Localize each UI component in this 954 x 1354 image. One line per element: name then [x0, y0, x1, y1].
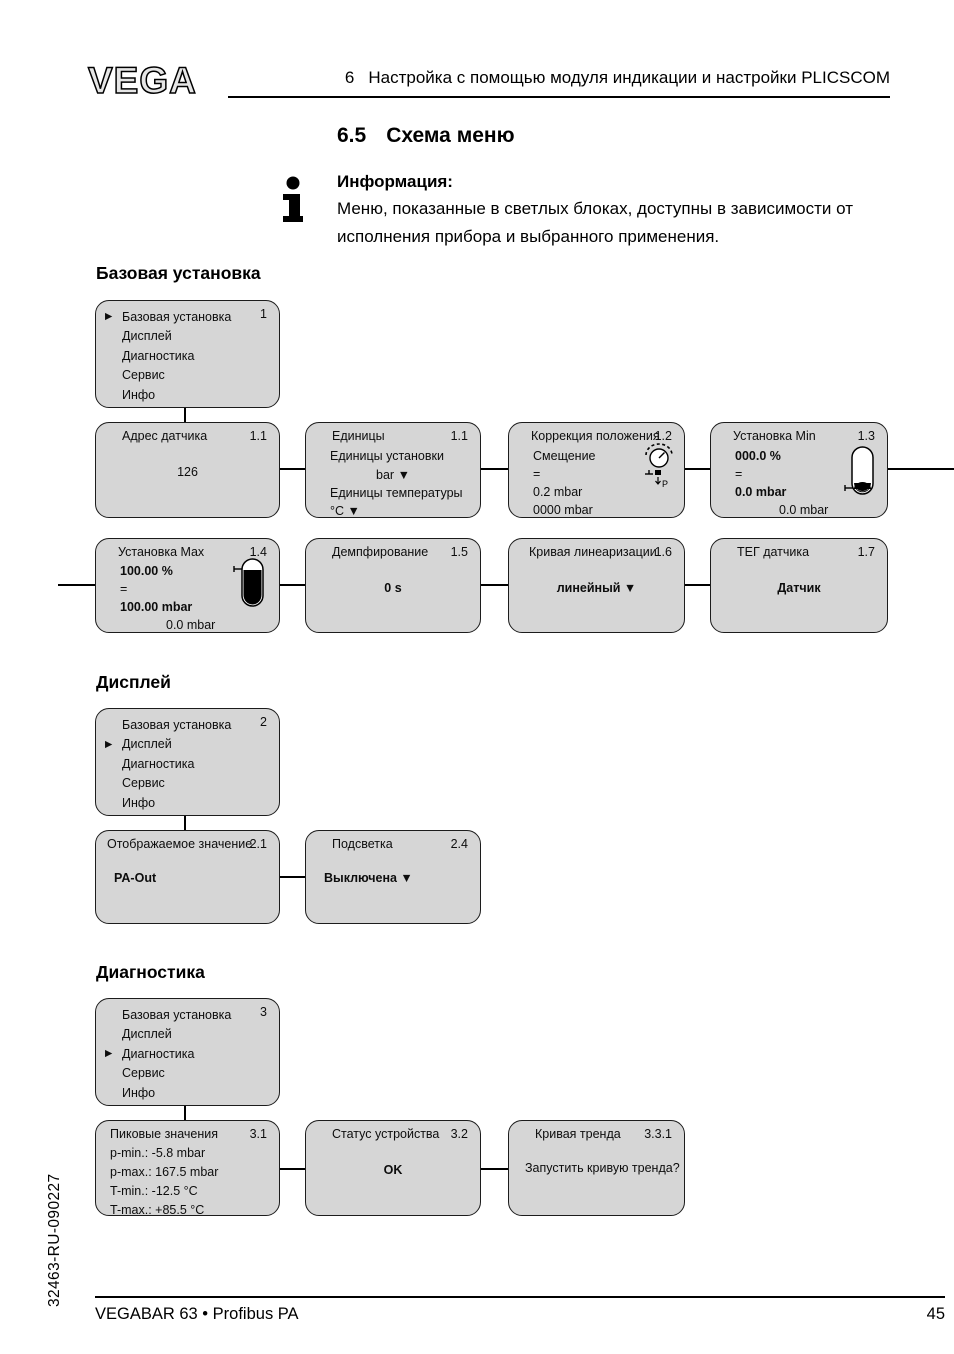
param-line: =: [533, 467, 541, 481]
menu-item-row: [96, 793, 279, 813]
param-subvalue: 0.0 mbar: [166, 618, 216, 632]
title-text: Схема меню: [386, 124, 515, 147]
param-value: 100.00 mbar: [120, 600, 193, 614]
param-name: ТЕГ датчика: [737, 545, 810, 559]
document-code: 32463-RU-090227: [46, 1173, 63, 1307]
param-number: 1.7: [857, 545, 875, 559]
footer-product: VEGABAR 63 • Profibus PA: [95, 1305, 299, 1323]
menu-item-label: Инфо: [122, 387, 156, 402]
section-heading-diagnostics: Диагностика: [96, 962, 205, 982]
param-name: Кривая линеаризации: [529, 545, 657, 559]
param-number: 1.5: [450, 545, 468, 559]
param-box-address: [95, 422, 280, 518]
menu-list: [96, 307, 279, 405]
param-name: Пиковые значения: [110, 1127, 219, 1141]
param-name: Единицы: [332, 429, 385, 443]
footer-rule: [95, 1296, 945, 1298]
pointer-icon: ▶: [105, 311, 113, 322]
vega-logo: [84, 58, 218, 102]
param-value: 126: [177, 465, 198, 479]
connector: [280, 584, 305, 586]
param-box-peaks: [95, 1120, 280, 1216]
param-percent: 100.00 %: [120, 564, 173, 578]
param-box-min: [710, 422, 888, 518]
title-number: 6.5: [337, 124, 367, 147]
param-name: Отображаемое значение: [107, 837, 253, 851]
param-subvalue: 0.0 mbar: [779, 503, 829, 517]
menu-item-label: Диагностика: [122, 1046, 195, 1061]
vessel-min-level-icon: [843, 445, 875, 500]
param-box-displayed-value: [95, 830, 280, 924]
menu-item-label: Диагностика: [122, 348, 195, 363]
param-box-tag: [710, 538, 888, 633]
info-icon: [280, 176, 306, 229]
param-name: Коррекция положения: [531, 429, 660, 443]
param-percent: 000.0 %: [735, 449, 781, 463]
connector: [481, 1168, 508, 1170]
info-text-line1: Меню, показанные в светлых блоках, доступны в зависимости от: [337, 199, 853, 218]
connector: [685, 584, 710, 586]
param-name: Подсветка: [332, 837, 393, 851]
pressure-gauge-icon: [642, 443, 676, 494]
connector: [685, 468, 710, 470]
param-number: 1.1: [450, 429, 468, 443]
param-number: 2.1: [249, 837, 267, 851]
page-title: [337, 124, 515, 148]
param-line: 0.2 mbar: [533, 485, 583, 499]
menu-number: 3: [260, 1005, 267, 1019]
param-number: 2.4: [450, 837, 468, 851]
param-name: Статус устройства: [332, 1127, 440, 1141]
page-header: [230, 68, 890, 88]
menu-item-row: [96, 1083, 279, 1103]
connector: [184, 1106, 186, 1120]
menu-item-label: Сервис: [122, 368, 165, 383]
chapter-title: Настройка с помощью модуля индикации и настройки PLICSCOM: [368, 68, 890, 87]
info-heading: Информация:: [337, 172, 453, 191]
menu-item-row: [96, 1044, 279, 1064]
param-name: Установка Max: [118, 545, 205, 559]
menu-item-label: Базовая установка: [122, 309, 232, 324]
param-number: 1.3: [857, 429, 875, 443]
connector: [481, 468, 508, 470]
param-box-backlight: [305, 830, 481, 924]
param-number: 1.2: [654, 429, 672, 443]
menu-item-label: Дисплей: [122, 329, 172, 344]
param-box-units: [305, 422, 481, 518]
param-number: 1.6: [654, 545, 672, 559]
param-name: Демпфирование: [332, 545, 429, 559]
param-line: p-min.: -5.8 mbar: [110, 1146, 206, 1160]
menu-item-label: Сервис: [122, 776, 165, 791]
menu-item-label: Инфо: [122, 1085, 156, 1100]
menu-item-row: [96, 346, 279, 366]
svg-text:P: P: [662, 479, 669, 489]
connector: [280, 468, 305, 470]
connector: [184, 816, 186, 830]
info-text-line2: исполнения прибора и выбранного применения.: [337, 227, 720, 246]
param-line: Единицы температуры: [330, 486, 463, 500]
menu-item-row: [96, 715, 279, 735]
menu-item-row: [96, 385, 279, 405]
menu-item-row: [96, 366, 279, 386]
param-equals: =: [120, 582, 128, 596]
param-line: bar ▼: [376, 468, 410, 482]
menu-item-label: Дисплей: [122, 1027, 172, 1042]
pointer-icon: ▶: [105, 1048, 113, 1059]
param-line: Единицы установки: [330, 449, 444, 463]
menu-list: [96, 1005, 279, 1103]
param-line: T-max.: +85.5 °C: [110, 1203, 205, 1217]
param-value: 0.0 mbar: [735, 485, 787, 499]
param-value: линейный ▼: [556, 581, 637, 595]
param-line: T-min.: -12.5 °C: [110, 1184, 198, 1198]
param-box-status: [305, 1120, 481, 1216]
menu-item-label: Базовая установка: [122, 717, 232, 732]
param-equals: =: [735, 467, 743, 481]
menu-list: [96, 715, 279, 813]
menu-item-row: [96, 327, 279, 347]
param-name: Адрес датчика: [122, 429, 208, 443]
param-value: Запустить кривую тренда?: [525, 1161, 680, 1175]
menu-item-row: [96, 1025, 279, 1045]
connector: [280, 876, 305, 878]
menu-number: 1: [260, 307, 267, 321]
param-box-linearization: [508, 538, 685, 633]
pointer-icon: ▶: [105, 738, 113, 750]
param-number: 1.1: [249, 429, 267, 443]
menu-item-label: Базовая установка: [122, 1007, 232, 1022]
menu-item-label: Сервис: [122, 1066, 165, 1081]
menu-item-label: Диагностика: [122, 756, 195, 771]
menu-item-row: [96, 774, 279, 794]
section-heading-basic: Базовая установка: [96, 263, 261, 283]
section-heading-display: Дисплей: [96, 672, 171, 692]
menu-item-label: Дисплей: [122, 737, 172, 752]
vessel-max-level-icon: [231, 557, 265, 612]
menu-number: 2: [260, 715, 267, 729]
vega-logo-text: VEGA: [88, 60, 197, 101]
connector: [280, 1168, 305, 1170]
param-name: Кривая тренда: [535, 1127, 621, 1141]
menu-box-basic: [95, 300, 280, 408]
footer-page-number: 45: [926, 1305, 945, 1323]
param-box-correction: [508, 422, 685, 518]
menu-item-row: [96, 1064, 279, 1084]
param-value: Выключена ▼: [324, 871, 413, 885]
param-line: 0000 mbar: [533, 503, 593, 517]
param-number: 1.4: [249, 545, 267, 559]
param-box-max: [95, 538, 280, 633]
menu-item-row: [96, 754, 279, 774]
param-value: 0 s: [384, 581, 402, 595]
param-number: 3.1: [249, 1127, 267, 1141]
param-name: Установка Min: [733, 429, 816, 443]
param-value: Датчик: [777, 581, 821, 595]
param-line: °C ▼: [330, 504, 360, 518]
param-number: 3.2: [450, 1127, 468, 1141]
menu-item-row: [96, 735, 279, 755]
menu-item-row: [96, 307, 279, 327]
param-value: OK: [383, 1163, 403, 1177]
connector: [58, 584, 95, 586]
header-rule: [228, 96, 890, 98]
connector: [888, 468, 954, 470]
connector: [481, 584, 508, 586]
param-value: PA-Out: [114, 871, 157, 885]
param-line: Смещение: [533, 449, 596, 463]
menu-box-diagnostics: [95, 998, 280, 1106]
chapter-number: 6: [344, 68, 355, 87]
menu-item-row: [96, 1005, 279, 1025]
param-line: p-max.: 167.5 mbar: [110, 1165, 219, 1179]
connector: [184, 408, 186, 422]
menu-box-display: [95, 708, 280, 816]
param-number: 3.3.1: [644, 1127, 672, 1141]
param-box-trend: [508, 1120, 685, 1216]
menu-item-label: Инфо: [122, 795, 156, 810]
param-box-damping: [305, 538, 481, 633]
